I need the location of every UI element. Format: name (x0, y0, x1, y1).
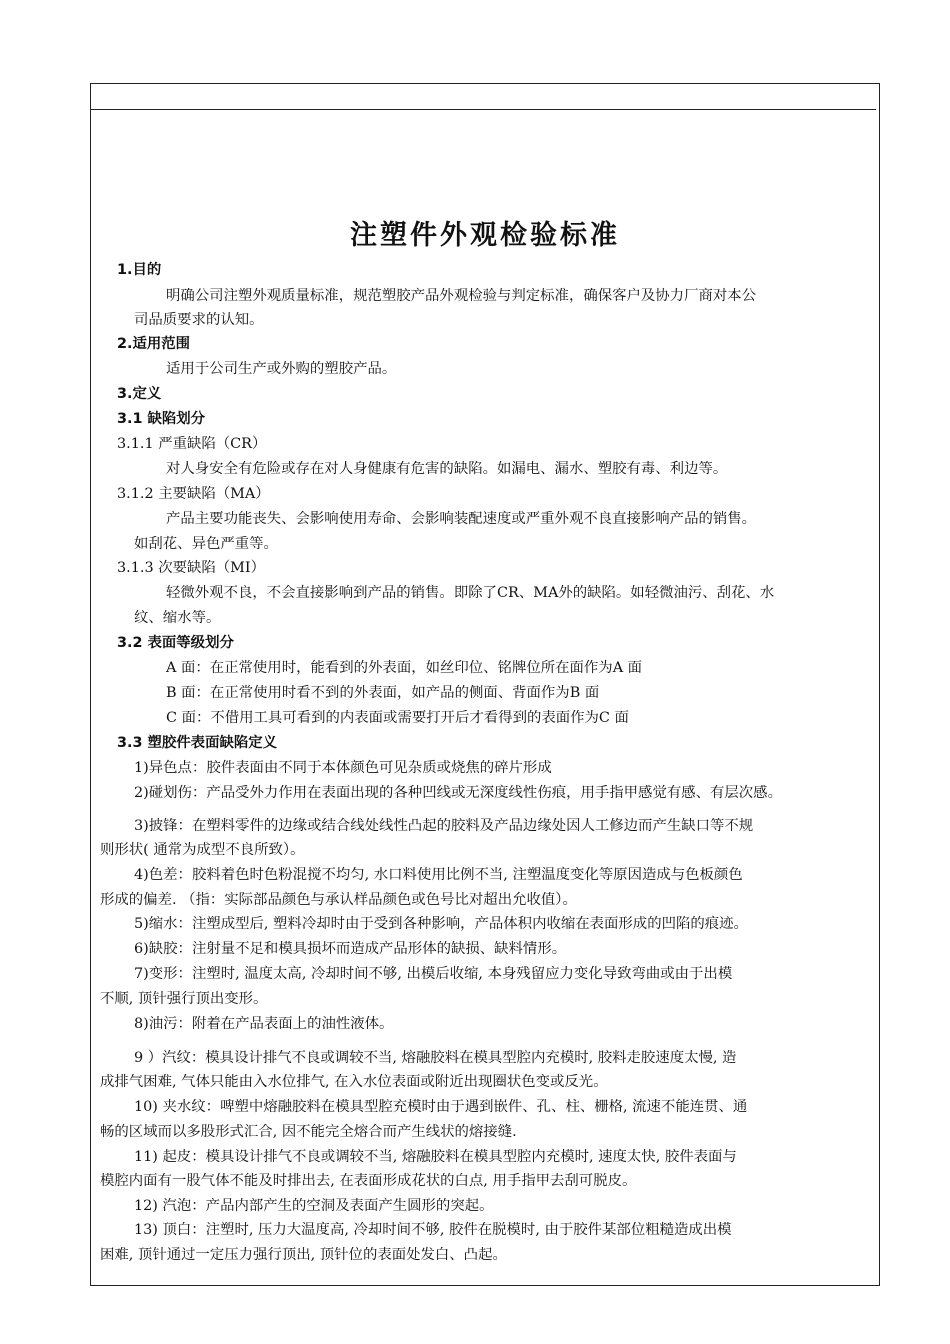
list-item: 5)缩水：注塑成型后, 塑料冷却时由于受到各种影响，产品体积内收缩在表面形成的凹陷的痕迹。 (134, 916, 748, 932)
paragraph-line: 适用于公司生产或外购的塑胶产品。 (166, 361, 397, 377)
paragraph-line: 困难, 顶针通过一定压力强行顶出, 顶针位的表面处发白、凸起。 (100, 1247, 507, 1263)
list-item: 6)缺胶：注射量不足和模具损坏而造成产品形体的缺损、缺料情形。 (134, 941, 567, 957)
paragraph-line: 对人身安全有危险或存在对人身健康有危害的缺陷。如漏电、漏水、塑胶有毒、利边等。 (166, 461, 728, 477)
subsection-heading-surface-grade: 3.2 表面等级划分 (117, 635, 234, 651)
section-heading-purpose: 1.目的 (117, 262, 162, 278)
item-heading-minor: 3.1.3 次要缺陷（MI） (117, 560, 265, 576)
list-item: 7)变形：注塑时, 温度太高, 冷却时间不够, 出模后收缩, 本身残留应力变化导致弯曲或由于出模 (134, 966, 733, 982)
subsection-heading-surface-defects: 3.3 塑胶件表面缺陷定义 (117, 735, 278, 751)
list-item: 13) 顶白：注塑时, 压力大温度高, 冷却时间不够, 胶件在脱模时, 由于胶件某部位粗糙造成出模 (134, 1222, 732, 1238)
section-heading-scope: 2.适用范围 (117, 336, 191, 352)
item-heading-critical: 3.1.1 严重缺陷（CR） (117, 436, 267, 452)
paragraph-line: 司品质要求的认知。 (134, 312, 264, 328)
list-item: 10) 夹水纹：啤塑中熔融胶料在模具型腔充模时由于遇到嵌件、孔、柱、栅格, 流速不能连贯、通 (134, 1099, 748, 1115)
item-heading-major: 3.1.2 主要缺陷（MA） (117, 486, 270, 502)
list-item: A 面：在正常使用时，能看到的外表面，如丝印位、铭牌位所在面作为A 面 (166, 660, 643, 676)
list-item: 1)异色点：胶件表面由不同于本体颜色可见杂质或烧焦的碎片形成 (134, 760, 552, 776)
paragraph-line: 轻微外观不良，不会直接影响到产品的销售。即除了CR、MA外的缺陷。如轻微油污、刮花、水 (166, 585, 775, 601)
paragraph-line: 形成的偏差. （指：实际部品颜色与承认样品颜色或色号比对超出允收值）。 (100, 892, 577, 908)
paragraph-line: 则形状( 通常为成型不良所致）。 (100, 842, 305, 858)
paragraph-line: 畅的区域而以多股形式汇合, 因不能完全熔合而产生线状的熔接缝. (100, 1124, 517, 1140)
paragraph-line: 如刮花、异色严重等。 (134, 536, 278, 552)
list-item: 3)披锋：在塑料零件的边缘或结合线处线性凸起的胶料及产品边缘处因人工修边而产生缺口等不规 (134, 818, 754, 834)
paragraph-line: 不顺, 顶针强行顶出变形。 (100, 991, 268, 1007)
list-item: 2)碰划伤：产品受外力作用在表面出现的各种凹线或无深度线性伤痕，用手指甲感觉有感、有层次感。 (134, 785, 782, 801)
section-heading-definition: 3.定义 (117, 386, 162, 402)
list-item: 4)色差：胶料着色时色粉混搅不均匀, 水口料使用比例不当, 注塑温度变化等原因造成与色板颜色 (134, 867, 743, 883)
list-item: 8)油污：附着在产品表面上的油性液体。 (134, 1016, 394, 1032)
paragraph-line: 纹、缩水等。 (134, 610, 221, 626)
subsection-heading-defect-classification: 3.1 缺陷划分 (117, 411, 206, 427)
list-item: 9 ）汽纹：模具设计排气不良或调较不当, 熔融胶料在模具型腔内充模时, 胶料走胶速度太慢, 造 (134, 1050, 737, 1066)
list-item: 12) 汽泡：产品内部产生的空洞及表面产生圆形的突起。 (134, 1198, 494, 1214)
paragraph-line: 模腔内面有一股气体不能及时排出去, 在表面形成花状的白点, 用手指甲去刮可脱皮。 (100, 1173, 637, 1189)
list-item: 11) 起皮：模具设计排气不良或调较不当, 熔融胶料在模具型腔内充模时, 速度太快, 胶件表面与 (134, 1149, 737, 1165)
paragraph-line: 成排气困难, 气体只能由入水位排气, 在入水位表面或附近出现圈状色变或反光。 (100, 1074, 608, 1090)
list-item: B 面：在正常使用时看不到的外表面，如产品的侧面、背面作为B 面 (166, 685, 600, 701)
list-item: C 面：不借用工具可看到的内表面或需要打开后才看得到的表面作为C 面 (166, 710, 629, 726)
paragraph-line: 产品主要功能丧失、会影响使用寿命、会影响装配速度或严重外观不良直接影响产品的销售。 (166, 511, 757, 527)
paragraph-line: 明确公司注塑外观质量标准，规范塑胶产品外观检验与判定标准，确保客户及协力厂商对本公 (166, 288, 757, 304)
document-title: 注塑件外观检验标准 (350, 220, 620, 251)
